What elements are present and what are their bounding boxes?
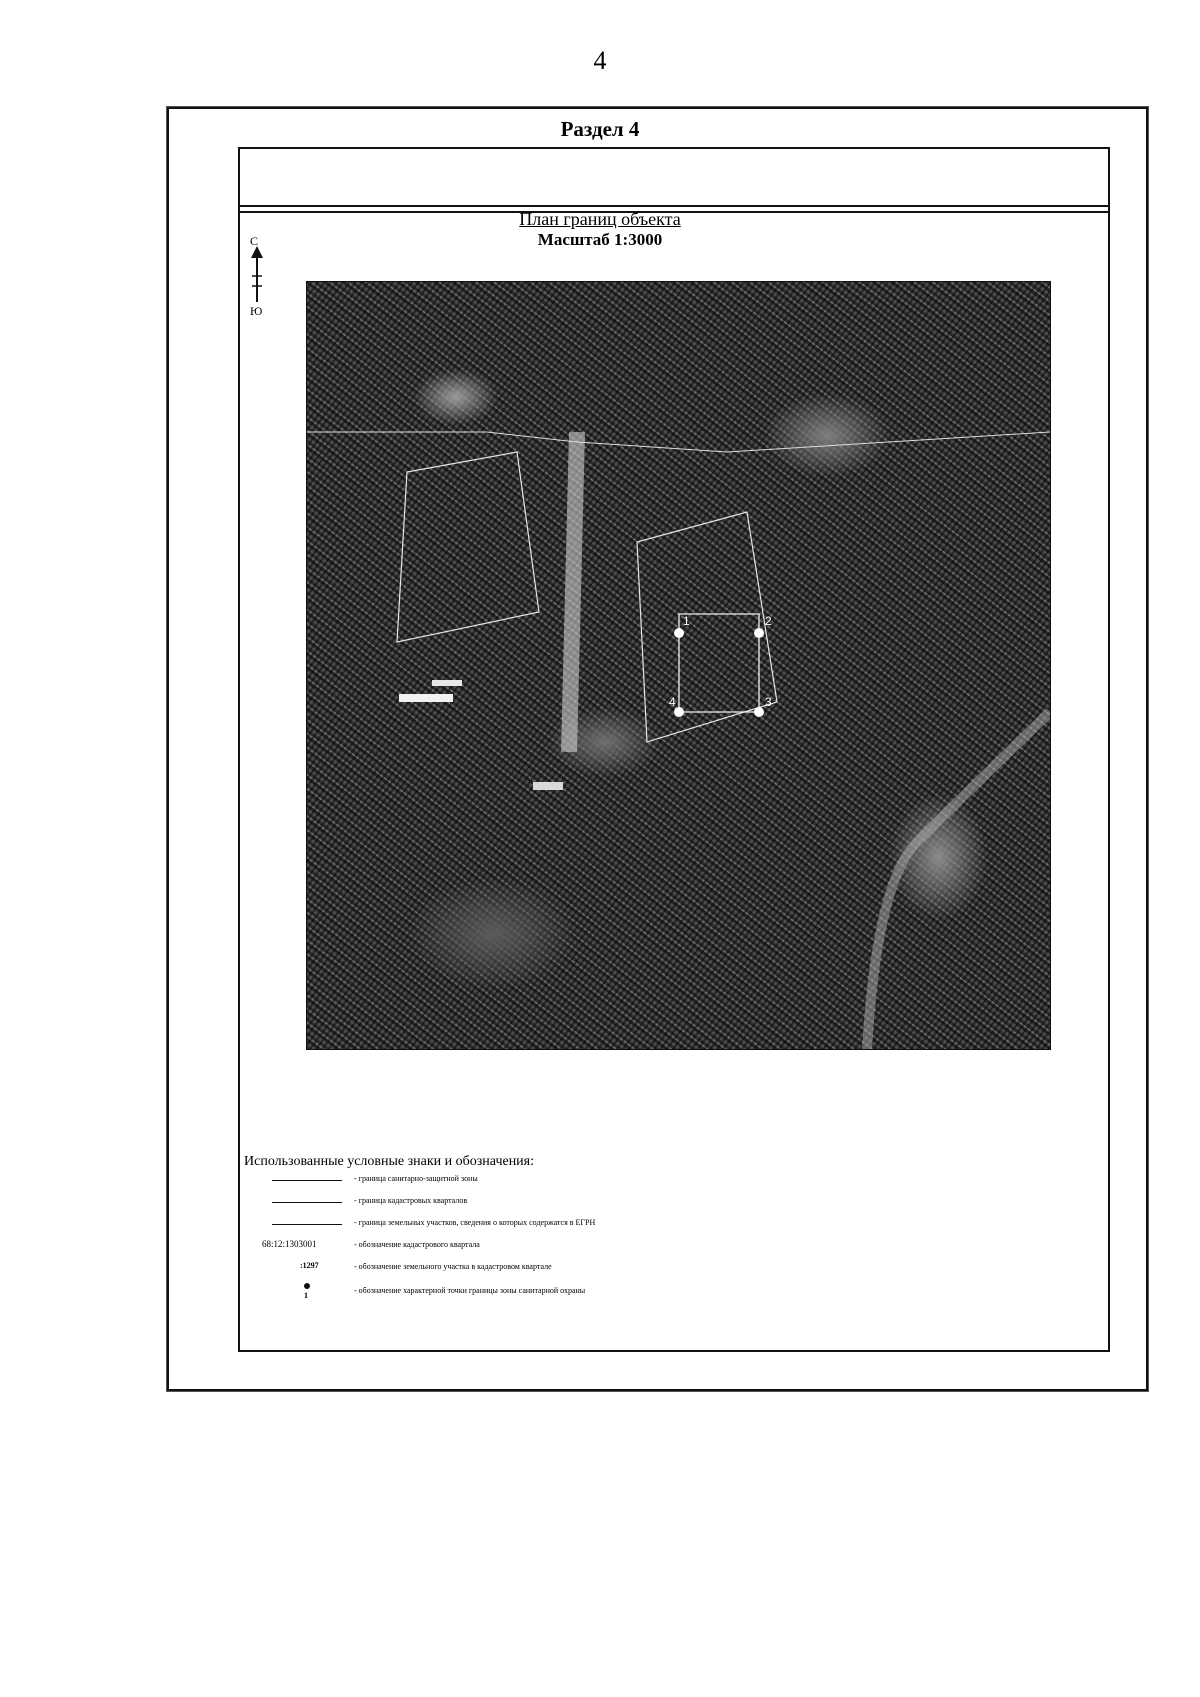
legend-code-text: 68:12:1303001 <box>262 1239 317 1249</box>
legend-description: - граница земельных участков, сведения о которых содержатся в ЕГРН <box>354 1218 596 1227</box>
river <box>867 712 1050 1049</box>
boundary-point-label: 1 <box>683 614 690 628</box>
header-divider <box>240 205 1108 207</box>
building <box>432 680 462 686</box>
legend-code-text: 1 <box>304 1291 308 1300</box>
plan-title: План границ объекта <box>519 209 681 229</box>
legend-description: - граница кадастровых кварталов <box>354 1196 468 1205</box>
building <box>533 782 563 790</box>
legend-description: - обозначение характерной точки границы зоны санитарной охраны <box>354 1286 586 1295</box>
boundary-point-2 <box>754 628 764 638</box>
legend-line-symbol <box>262 1216 350 1232</box>
plan-scale: Масштаб 1:3000 <box>537 230 663 249</box>
legend-line-symbol <box>262 1172 350 1188</box>
legend-description: - обозначение земельного участка в кадастровом квартале <box>354 1262 552 1271</box>
boundary-point-3 <box>754 707 764 717</box>
page-number: 4 <box>593 46 607 75</box>
legend-line-symbol <box>262 1194 350 1210</box>
north-arrow <box>246 234 268 324</box>
legend-code-symbol <box>262 1260 350 1276</box>
sanitary-zone-boundary <box>679 614 759 712</box>
boundary-point-label: 4 <box>669 695 676 709</box>
land-plot-boundary <box>637 512 777 742</box>
legend-code-text: :1297 <box>300 1261 319 1270</box>
road-strip <box>569 432 577 752</box>
legend-point-symbol <box>262 1284 350 1300</box>
cadastral-quarter-boundary <box>307 432 1050 452</box>
legend-description: - граница санитарно-защитной зоны <box>354 1174 478 1183</box>
map-overlay <box>307 282 1050 1049</box>
land-plot-boundary <box>397 452 539 642</box>
legend-code-symbol <box>262 1238 350 1254</box>
boundary-point-1 <box>674 628 684 638</box>
section-title: Раздел 4 <box>560 117 640 141</box>
boundary-point-label: 3 <box>765 695 772 709</box>
building <box>399 694 453 702</box>
legend-title: Использованные условные знаки и обозначения: <box>244 1154 535 1169</box>
map-image <box>306 281 1051 1050</box>
north-label: С <box>250 234 259 248</box>
boundary-point-label: 2 <box>765 614 772 628</box>
north-arrow-icon <box>248 246 266 308</box>
legend-description: - обозначение кадастрового квартала <box>354 1240 480 1249</box>
south-label: Ю <box>250 304 263 318</box>
